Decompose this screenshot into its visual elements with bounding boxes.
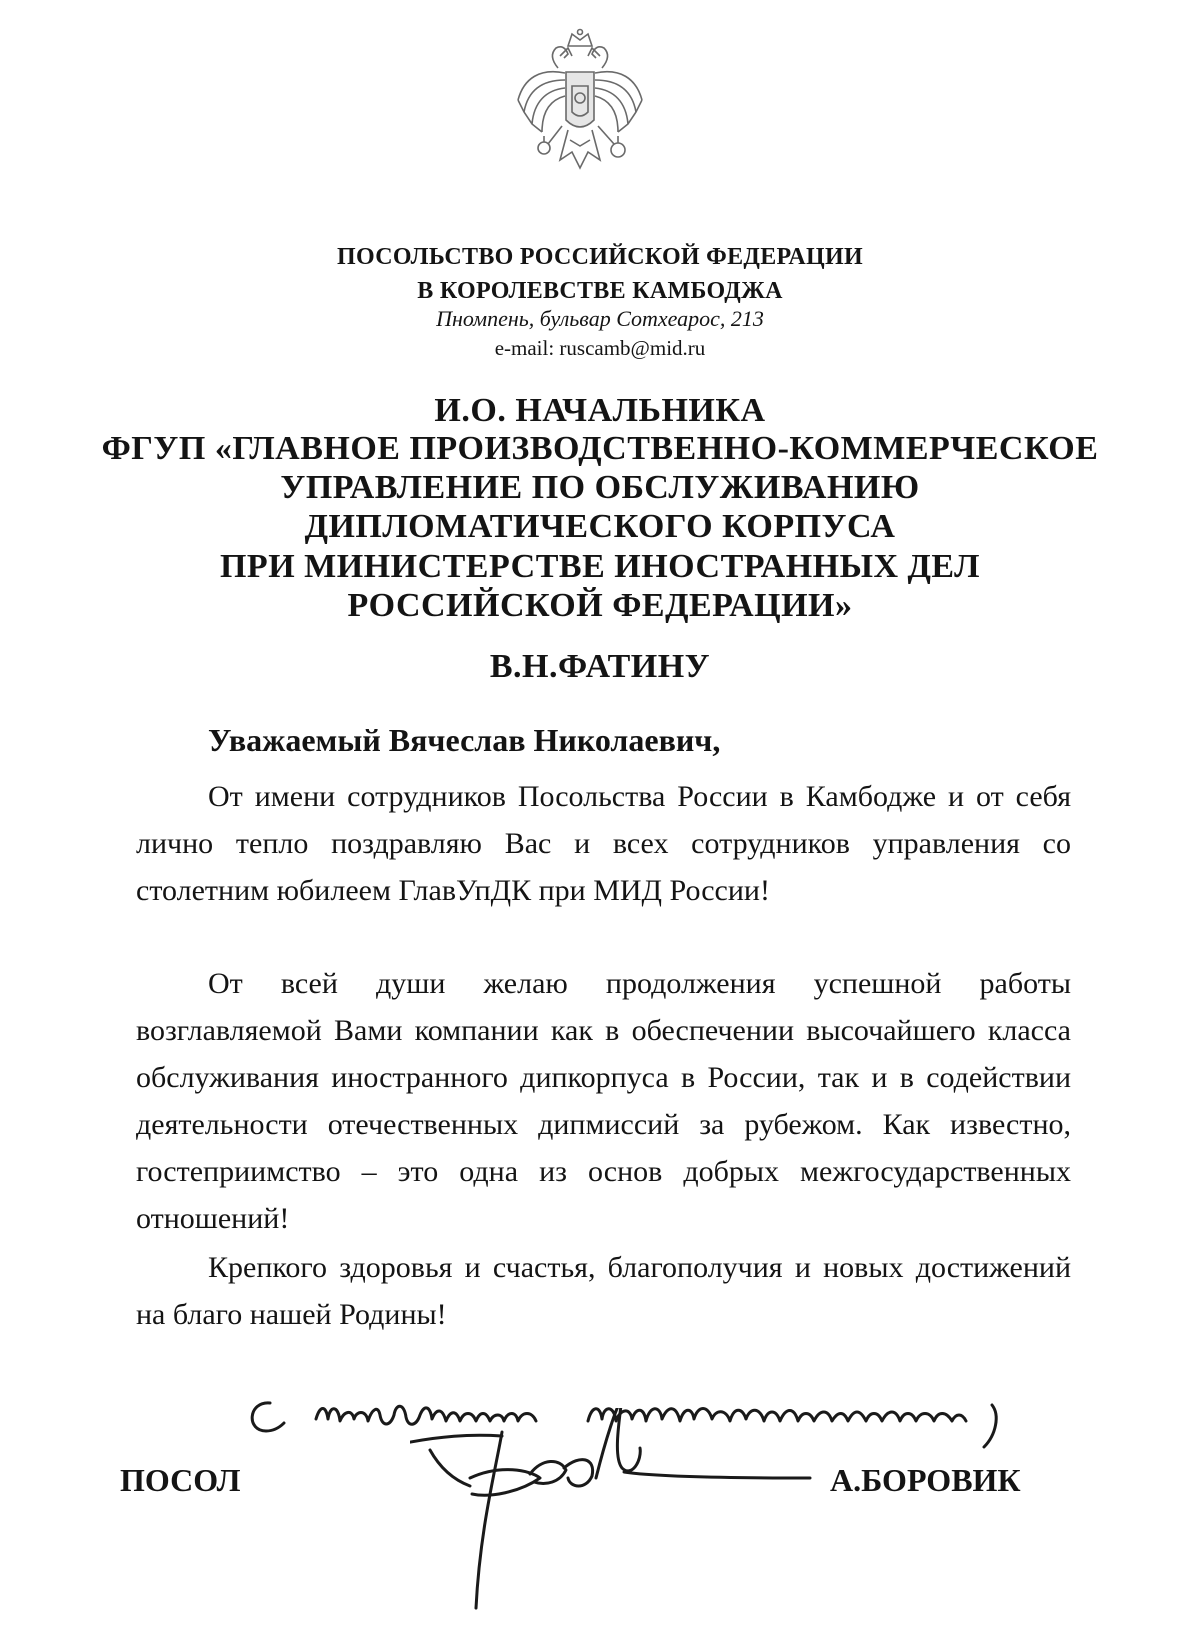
signatory-position: ПОСОЛ bbox=[120, 1462, 241, 1498]
recipient-name: В.Н.ФАТИНУ bbox=[489, 648, 711, 685]
embassy-name-line-1: ПОСОЛЬСТВО РОССИЙСКОЙ ФЕДЕРАЦИИ bbox=[337, 244, 863, 270]
recipient-line-2: ФГУП «ГЛАВНОЕ ПРОИЗВОДСТВЕННО-КОММЕРЧЕСКОЕ bbox=[101, 430, 1099, 467]
recipient-line-6: РОССИЙСКОЙ ФЕДЕРАЦИИ» bbox=[347, 587, 853, 624]
recipient-line-3: УПРАВЛЕНИЕ ПО ОБСЛУЖИВАНИЮ bbox=[280, 469, 920, 506]
body-paragraph-1: От имени сотрудников Посольства России в Камбодже и от себя лично тепло поздравляю Вас и всех сотрудников управления со столетним юбилеем ГлавУпДК при МИД России! bbox=[136, 780, 1071, 907]
recipient-line-1: И.О. НАЧАЛЬНИКА bbox=[434, 392, 766, 429]
body-paragraph-3: Крепкого здоровья и счастья, благополучия и новых достижений на благо нашей Родины! bbox=[136, 1251, 1071, 1331]
recipient-line-5: ПРИ МИНИСТЕРСТВЕ ИНОСТРАННЫХ ДЕЛ bbox=[219, 548, 980, 585]
embassy-name-line-2: В КОРОЛЕВСТВЕ КАМБОДЖА bbox=[417, 278, 783, 304]
recipient-line-4: ДИПЛОМАТИЧЕСКОГО КОРПУСА bbox=[304, 508, 896, 545]
salutation: Уважаемый Вячеслав Николаевич, bbox=[208, 722, 721, 758]
body-paragraph-2: От всей души желаю продолжения успешной работы возглавляемой Вами компании как в обеспечении высочайшего класса обслуживания иностранного дипкорпуса в России, так и в содействии деятельности отечественных дипмиссий за рубежом. Как известно, гостеприимство – это одна из основ добрых межгосударственных отношений! bbox=[136, 967, 1071, 1235]
coat-of-arms-emblem bbox=[510, 28, 650, 188]
embassy-email: e-mail: ruscamb@mid.ru bbox=[494, 336, 706, 360]
embassy-address: Пномпень, бульвар Сотхеарос, 213 bbox=[436, 306, 764, 331]
ambassador-signature bbox=[410, 1408, 860, 1628]
signatory-name: А.БОРОВИК bbox=[830, 1462, 1021, 1498]
